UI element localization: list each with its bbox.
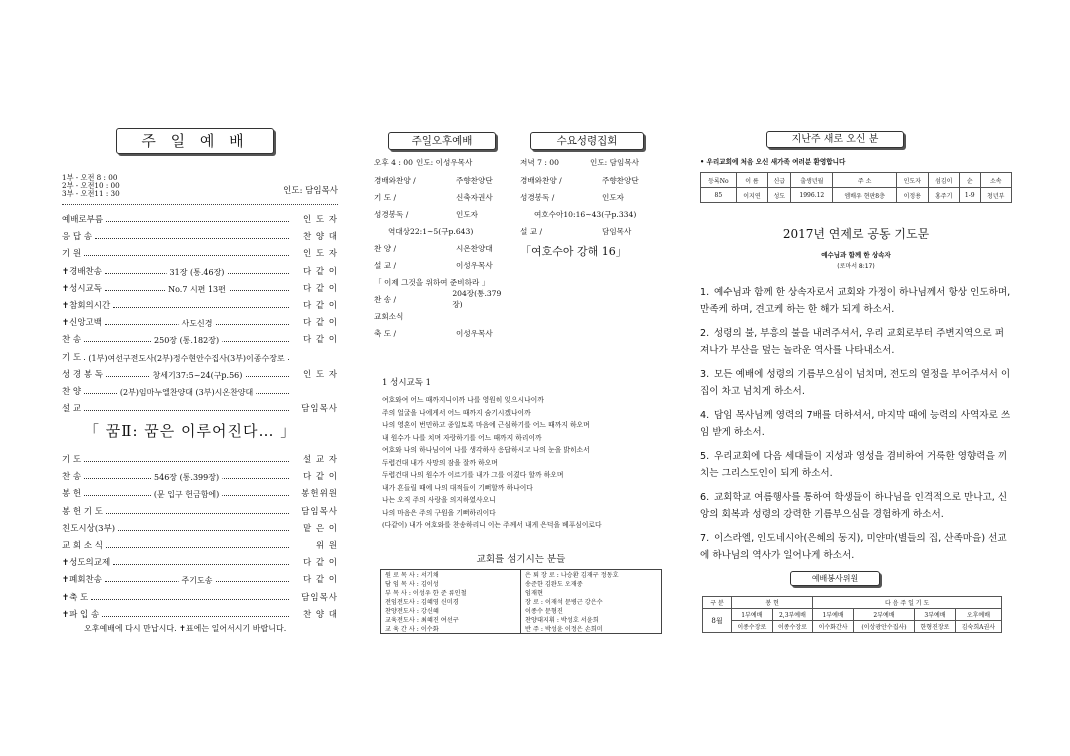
prayer-title: 2017년 연제로 공동 기도문 (782, 227, 930, 241)
afternoon-time: 오후 4 : 00 (374, 157, 413, 167)
order-label: 응 답 송 (62, 232, 93, 243)
church-staff (380, 551, 662, 634)
scripture-line: 나는 오직 주의 사랑을 의지하였사오니 (382, 496, 496, 504)
order-person: 다 같 이 (302, 318, 338, 329)
afternoon-worship-title: 주일오후예배 (388, 132, 496, 150)
service-time-2: 2부 - 오전10 : 00 (62, 181, 120, 190)
staff-entry: 교 육 간 사 : 이수화 (385, 626, 439, 633)
event-key: 경배와찬양 / (520, 175, 562, 185)
prayer-text: 담임 목사님께 영력의 7배를 더하셔서, 마지막 때에 능력의 사역자로 쓰임 받게 하소서. (700, 410, 1011, 438)
staff-entry: 장 로 : 이재석 문병근 강은수 (525, 599, 603, 606)
prayer-item (700, 284, 1012, 318)
event-key: 설 교 / (520, 226, 543, 236)
staff-row (381, 606, 521, 615)
sunday-worship-title: 주 일 예 배 (116, 128, 274, 154)
afternoon-time-row (374, 156, 509, 168)
event-row (374, 225, 509, 237)
right-column (700, 131, 1012, 633)
order-row (62, 400, 338, 414)
scripture-line: 나의 영혼이 번민하고 종일토록 마음에 근심하기를 어느 때까지 하오며 (382, 421, 590, 429)
order-row (62, 280, 338, 294)
scripture-line: 여호와 나의 하나님이여 나를 생각하사 응답하시고 나의 눈을 밝히소서 (382, 446, 590, 454)
prayer-number: 2. (700, 328, 710, 339)
event-row (520, 225, 660, 237)
scripture-line: 나의 마음은 주의 구원을 기뻐하리이다 (382, 508, 496, 517)
order-row (62, 211, 338, 225)
event-value: 시온찬양대 (456, 243, 493, 253)
order-label: 봉 헌 기 도 (62, 506, 103, 517)
event-row (374, 208, 509, 220)
event-key: 경배와찬양 / (374, 175, 416, 185)
event-key: 기 도 / (374, 192, 397, 202)
order-label: ✝경배찬송 (62, 266, 102, 277)
order-row (62, 554, 338, 568)
scripture-line: (다같이) 내가 여호와를 찬송하리니 이는 주께서 내게 은덕을 베푸심이로다 (382, 521, 602, 529)
table-cell: 이지연 (736, 188, 767, 203)
order-row (62, 366, 338, 380)
order-detail: 주기도송 (179, 575, 216, 586)
order-detail: (1부)여선구전도사(2부)정수현안수집사(3부)이종수장로 (85, 353, 287, 364)
prayer-text: 이스라엘, 인도네시아(은혜의 동지), 미얀마(별들의 집, 산족마을) 선교에 하나님의 역사가 일어나게 하소서. (700, 533, 1007, 561)
service-subheader: 2부예배 (853, 609, 914, 621)
order-label: ✝성도의교제 (62, 558, 111, 569)
service-times (62, 174, 338, 202)
order-row (62, 503, 338, 517)
staff-right-table (521, 570, 661, 633)
service-cell: 이종수장로 (772, 621, 813, 633)
dotted-leader (84, 353, 289, 363)
dotted-leader (105, 576, 289, 586)
order-label: ✝폐회찬송 (62, 575, 102, 586)
staff-left-table (381, 570, 521, 633)
order-label: 친도시상(3부) (62, 523, 116, 534)
service-time-1: 1부 - 오전 8 : 00 (62, 173, 118, 182)
staff-row (381, 579, 521, 588)
staff-entry: 은 퇴 장 로 : 나승환 김재구 정동호 (525, 572, 619, 579)
order-detail: 250장 (통.182장) (151, 335, 222, 346)
dotted-leader (84, 473, 289, 483)
service-time-3: 3부 - 오전11 : 30 (62, 189, 120, 198)
staff-entry: 원 로 목 사 : 서기채 (385, 572, 439, 579)
table-cell: 성도 (768, 188, 791, 203)
service-subheader: 1부예배 (813, 609, 854, 621)
dotted-leader (106, 221, 289, 222)
service-subheader: 1부예배 (732, 609, 773, 621)
dotted-leader (106, 370, 289, 380)
wednesday-time: 저녁 7 : 00 (520, 157, 559, 167)
prayer-item (700, 325, 1012, 359)
order-row (62, 537, 338, 551)
order-row (62, 331, 338, 345)
prayer-item (700, 489, 1012, 523)
table-header: 출생년월 (791, 173, 833, 188)
scripture-line: 두렵건대 나의 원수가 이르기를 내가 그를 이겼다 할까 하오며 (382, 471, 564, 479)
order-person: 인 도 자 (302, 215, 338, 225)
dotted-leader (106, 547, 289, 548)
dotted-leader (91, 599, 289, 600)
order-person: 다 같 이 (302, 575, 338, 586)
prayer-number: 7. (700, 533, 710, 544)
scripture-line: 내가 흔들릴 때에 나의 대적들이 기뻐할까 하나이다 (382, 483, 533, 492)
staff-entry: 찬양전도사 : 강신혜 (385, 608, 439, 615)
dotted-leader (84, 461, 289, 462)
staff-row (381, 624, 521, 633)
event-row (374, 276, 509, 288)
order-person: 담임목사 (301, 592, 338, 603)
prayer-list (700, 284, 1012, 564)
staff-row (521, 579, 661, 588)
event-key: 성경봉독 / (520, 192, 555, 202)
staff-row (521, 624, 661, 633)
service-subheader: 2,3부예배 (772, 609, 813, 621)
staff-row (381, 597, 521, 606)
order-label: ✝참회의시간 (62, 300, 111, 311)
event-value: 인도자 (456, 209, 479, 219)
service-cell: 이수화간사 (813, 621, 854, 633)
new-members-table (700, 172, 1012, 203)
table-cell: 홍주기 (928, 188, 959, 203)
order-person: 담임목사 (301, 506, 338, 517)
order-row (62, 468, 338, 482)
event-value: 신축자권사 (456, 192, 493, 202)
wednesday-service-column (520, 132, 660, 259)
order-person: 다 같 이 (302, 266, 338, 277)
order-label: 기 도 (62, 455, 82, 466)
sermon-title: 「 꿈Ⅱ: 꿈은 이루어진다… 」 (84, 422, 297, 441)
event-row (520, 174, 660, 186)
event-key: 성경봉독 / (374, 209, 409, 219)
prayer-number: 4. (700, 410, 710, 421)
table-header: 소속 (980, 173, 1012, 188)
order-label: 봉 헌 (62, 489, 82, 500)
order-person: 다 같 이 (302, 300, 338, 311)
dotted-leader (113, 564, 289, 565)
event-value: 담임목사 (602, 226, 632, 236)
order-person: 다 같 이 (302, 472, 338, 483)
worship-footer: 오후예배에 다시 만납시다. ✝표에는 일어서시기 바랍니다. (84, 623, 287, 633)
table-header: 주 소 (833, 173, 897, 188)
afternoon-order (374, 174, 509, 339)
prayer-number: 3. (700, 369, 710, 380)
dotted-leader (84, 490, 289, 500)
event-row (520, 191, 660, 203)
order-label: 성 경 봉 독 (62, 369, 103, 380)
event-value: 이성우목사 (456, 328, 493, 338)
order-detail: 31장 (통.46장) (167, 267, 228, 278)
staff-entry: 교육전도사 : 최혜진 여선구 (385, 617, 459, 624)
event-value: 여호수아10:16~43(구p.334) (534, 209, 637, 219)
order-person: 봉헌위원 (301, 489, 338, 500)
dotted-leader (102, 616, 289, 617)
worship-leader: 인도: 담임목사 (283, 186, 338, 196)
order-label: 예배로부름 (62, 215, 104, 225)
prayer-number: 5. (700, 451, 710, 462)
order-row (62, 297, 338, 311)
staff-title: 교회를 섬기시는 분들 (476, 554, 566, 565)
wednesday-service-title: 수요성령집회 (530, 132, 644, 150)
order-row (62, 383, 338, 397)
prayer-item (700, 448, 1012, 482)
event-value: 주향찬양단 (602, 175, 639, 185)
order-person: 다 같 이 (302, 283, 338, 294)
prayer-item (700, 530, 1012, 564)
table-header: 인도자 (897, 173, 928, 188)
table-cell: 엠배우 현판8층 (833, 188, 897, 203)
order-label: 기 도 (62, 352, 82, 363)
wednesday-leader: 인도: 담임목사 (590, 157, 639, 167)
service-cell: (이상광안수집사) (853, 621, 914, 633)
event-value: 이성우목사 (456, 260, 493, 270)
service-subheader: 3부예배 (915, 609, 956, 621)
staff-row (521, 597, 661, 606)
dotted-leader (118, 530, 289, 531)
prayer-text: 모든 예배에 성령의 기름부으심이 넘치며, 전도의 열정을 부어주셔서 이 집이 차고 넘치게 하소서. (700, 369, 1011, 397)
staff-entry: 찬양대지휘 : 박성호 서윤희 (525, 617, 599, 624)
dotted-leader (95, 238, 289, 239)
order-person: 다 같 이 (302, 335, 338, 346)
staff-entry: 부 목 사 : 이성우 한 준 류인철 (385, 590, 467, 597)
staff-entry: 송준한 김완도 오재중 (525, 581, 583, 588)
new-members-title: 지난주 새로 오신 분 (766, 131, 904, 148)
table-cell: 1996.12 (791, 188, 833, 203)
th-category: 구 분 (703, 597, 732, 609)
order-detail: No.7 시편 13편 (165, 284, 229, 295)
staff-row (381, 615, 521, 624)
sunday-worship-column (62, 128, 338, 634)
order-detail: (문 입구 헌금함에) (151, 489, 222, 500)
event-key: 축 도 / (374, 328, 397, 338)
service-cell: 김숙희A권사 (955, 621, 1001, 633)
dotted-leader (84, 255, 289, 256)
order-row (62, 485, 338, 499)
staff-entry: 임재현 (525, 590, 543, 597)
service-cell: 이종수장로 (732, 621, 773, 633)
staff-row (381, 570, 521, 579)
staff-entry: 반 주 : 박성윤 이정은 손희미 (525, 626, 603, 633)
order-detail: (2부)임마누엘찬양대 (3부)시온찬양대 (117, 387, 256, 398)
order-label: ✝성시교독 (62, 283, 102, 294)
scripture-title: 1 성시교독 1 (382, 378, 432, 388)
event-key: 찬 양 / (374, 243, 397, 253)
order-label: ✝축 도 (62, 592, 89, 603)
dotted-leader (105, 267, 289, 277)
service-month: 8월 (703, 609, 732, 633)
order-detail: 사도신경 (179, 318, 216, 329)
staff-row (381, 588, 521, 597)
order-row (62, 263, 338, 277)
staff-box (380, 569, 662, 634)
wednesday-order (520, 174, 660, 237)
event-row (374, 310, 509, 322)
staff-row (521, 606, 661, 615)
order-person: 맡 은 이 (302, 523, 338, 534)
scripture-line: 두렵건대 내가 사망의 잠을 잘까 하오며 (382, 458, 498, 467)
order-detail: 546장 (통.399장) (151, 472, 222, 483)
table-header: 순 (959, 173, 980, 188)
event-row (374, 289, 509, 309)
prayer-text: 예수님과 함께 한 상속자로서 교회와 가정이 하나님께서 항상 인도하며, 만족케 하며, 견고케 하는 한 해가 되게 하소서. (700, 287, 1011, 315)
event-key: 찬 송 / (374, 294, 397, 304)
order-person: 설 교 자 (302, 455, 338, 466)
staff-row (521, 615, 661, 624)
dotted-leader (84, 336, 289, 346)
wednesday-sermon: 「여호수아 강해 16」 (520, 245, 627, 258)
staff-row (521, 570, 661, 579)
order-row (62, 451, 338, 465)
order-row (62, 606, 338, 620)
service-committee-title: 예배봉사위원 (790, 571, 880, 586)
table-header: 이 름 (736, 173, 767, 188)
order-label: 찬 송 (62, 335, 82, 346)
prayer-text: 성령의 불, 부흥의 불을 내려주셔서, 우리 교회로부터 주변지역으로 퍼져나가 부산을 덮는 놀라운 역사를 나타내소서. (700, 328, 1004, 356)
order-person: 담임목사 (301, 404, 338, 415)
wednesday-time-row (520, 156, 660, 168)
scripture-lines (382, 394, 662, 532)
staff-row (521, 588, 661, 597)
staff-entry: 담 임 목 사 : 김이성 (385, 581, 439, 588)
order-person: 찬 양 대 (302, 609, 338, 620)
prayer-number: 6. (700, 492, 710, 503)
prayer-text: 우리교회에 다음 세대들이 지성과 영성을 겸비하여 거룩한 영향력을 끼치는 그리스도인이 되게 하소서. (700, 451, 1008, 479)
dotted-leader (106, 513, 289, 514)
dotted-leader (84, 410, 289, 411)
table-cell: 청년부 (980, 188, 1012, 203)
table-cell: 1-9 (959, 188, 980, 203)
scripture-line: 주의 얼굴을 나에게서 어느 때까지 숨기시겠나이까 (382, 408, 531, 417)
table-cell: 이정용 (897, 188, 928, 203)
scripture-line: 내 원수가 나를 치며 자랑하기를 어느 때까지 하리이까 (382, 433, 542, 442)
event-key: 「 이제 그것을 위하여 준비하라 」 (374, 277, 490, 287)
event-row (520, 208, 660, 220)
worship-order-part2 (62, 451, 338, 620)
dotted-leader (84, 387, 289, 397)
table-header: 섬김이 (928, 173, 959, 188)
order-label: 설 교 (62, 404, 82, 415)
event-value: 역대상22:1~5(구p.643) (388, 226, 474, 236)
order-row (62, 589, 338, 603)
event-row (374, 174, 509, 186)
order-person: 인 도 자 (302, 249, 338, 260)
worship-order-part1 (62, 211, 338, 414)
afternoon-leader: 인도: 이성우목사 (416, 157, 473, 167)
order-row (62, 245, 338, 259)
afternoon-worship-column (374, 132, 509, 344)
th-next-prayer: 다 음 주 일 기 도 (813, 597, 1002, 609)
event-value: 주향찬양단 (456, 175, 493, 185)
order-detail: 창세기37:5~24(구p.56) (150, 370, 246, 381)
dotted-leader (113, 307, 289, 308)
order-label: 교 회 소 식 (62, 541, 103, 551)
prayer-number: 1. (700, 287, 710, 298)
service-committee-table (702, 596, 1002, 633)
order-label: ✝파 입 송 (62, 609, 100, 620)
event-key: 설 교 / (374, 260, 397, 270)
order-row (62, 520, 338, 534)
event-row (374, 327, 509, 339)
dotted-leader (105, 319, 289, 329)
scripture-reading (382, 376, 662, 532)
order-label: 찬 양 (62, 386, 82, 397)
table-header: 등록No (701, 173, 737, 188)
order-person: 다 같 이 (302, 558, 338, 569)
th-offering: 봉 헌 (732, 597, 813, 609)
event-key: 교회소식 (374, 311, 404, 321)
event-row (374, 242, 509, 254)
prayer-item (700, 407, 1012, 441)
divider (62, 204, 338, 205)
order-person: 위 원 (315, 541, 338, 551)
prayer-text: 교회학교 여름행사를 통하여 학생들이 하나님을 인격적으로 만나고, 신앙의 회복과 성령의 강력한 기름부으심을 경험하게 하소서. (700, 492, 1008, 520)
welcome-text: • 우리교회에 처음 오신 새가족 여러분 환영합니다 (700, 158, 846, 166)
event-value: 인도자 (602, 192, 625, 202)
order-label: ✝신앙고백 (62, 318, 102, 329)
event-row (374, 259, 509, 271)
service-subheader: 오후예배 (955, 609, 1001, 621)
order-label: 찬 송 (62, 472, 82, 483)
table-cell: 85 (701, 188, 737, 203)
dotted-leader (105, 284, 289, 294)
event-row (374, 191, 509, 203)
table-header: 신급 (768, 173, 791, 188)
prayer-item (700, 366, 1012, 400)
staff-entry: 이종수 문형진 (525, 608, 563, 615)
order-row (62, 314, 338, 328)
scripture-line: 여호와여 어느 때까지니이까 나를 영원히 잊으시나이까 (382, 396, 544, 404)
staff-entry: 전임전도사 : 김혜영 신미경 (385, 599, 459, 606)
order-row (62, 228, 338, 242)
order-row (62, 571, 338, 585)
order-row (62, 349, 338, 363)
prayer-reference: (로마서 8:17) (837, 263, 875, 270)
order-label: 기 원 (62, 249, 82, 260)
order-person: 찬 양 대 (302, 232, 338, 243)
prayer-subtitle: 예수님과 함께 한 상속자 (821, 251, 891, 259)
service-cell: 한형진장로 (915, 621, 956, 633)
order-person: 인 도 자 (302, 369, 338, 380)
event-value: 204장(통.379장) (452, 289, 502, 309)
